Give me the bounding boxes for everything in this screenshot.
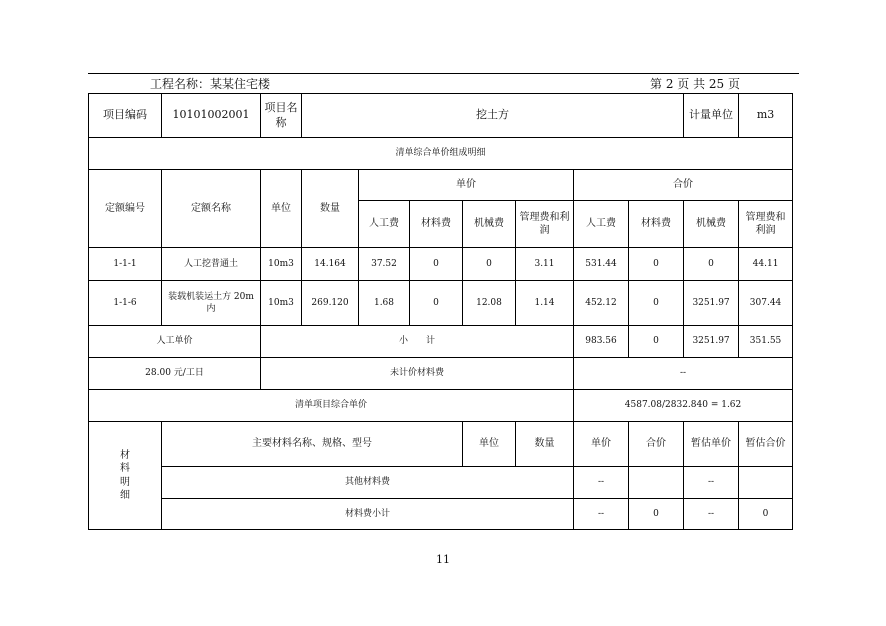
other-material-label: 其他材料费: [162, 467, 574, 499]
material-subtotal-row: [89, 499, 793, 530]
material-subtotal-est-total: 0: [739, 499, 793, 530]
subtotal-machine: 3251.97: [684, 326, 739, 358]
row-name: 装载机装运土方 20m 内: [162, 281, 261, 326]
project-name: 工程名称：某某住宅楼: [150, 77, 271, 91]
other-material-total: [629, 467, 684, 499]
row-t-labor: 452.12: [574, 281, 629, 326]
material-name-header: 主要材料名称、规格、型号: [162, 422, 463, 467]
row-code: 1-1-6: [89, 281, 162, 326]
material-est-total-header: 暂估合价: [739, 422, 793, 467]
unpriced-material-label: 未计价材料费: [261, 358, 574, 390]
row-u-machine: 0: [463, 248, 516, 281]
material-total-header: 合价: [629, 422, 684, 467]
row-t-material: 0: [629, 248, 684, 281]
material-subtotal-price: --: [574, 499, 629, 530]
col-u-material: 材料费: [410, 201, 463, 248]
material-subtotal-label: 材料费小计: [162, 499, 574, 530]
row-u-material: 0: [410, 248, 463, 281]
row-qty: 14.164: [302, 248, 359, 281]
col-total-price: 合价: [574, 170, 793, 201]
col-quantity: 数量: [302, 170, 359, 248]
col-t-labor: 人工费: [574, 201, 629, 248]
col-u-labor: 人工费: [359, 201, 410, 248]
other-material-price: --: [574, 467, 629, 499]
material-side-label: 材料明细: [89, 422, 162, 530]
row-t-machine: 3251.97: [684, 281, 739, 326]
row-u-mgmt: 1.14: [516, 281, 574, 326]
col-t-material: 材料费: [629, 201, 684, 248]
material-est-price-header: 暂估单价: [684, 422, 739, 467]
row-t-mgmt: 307.44: [739, 281, 793, 326]
table-row: [89, 281, 793, 326]
row-u-material: 0: [410, 281, 463, 326]
composite-row: [89, 390, 793, 422]
col-unit-price: 单价: [359, 170, 574, 201]
row-t-labor: 531.44: [574, 248, 629, 281]
unit-price-analysis-table: [88, 93, 793, 530]
col-u-machine: 机械费: [463, 201, 516, 248]
section-title-row: [89, 138, 793, 170]
group-header-row: [89, 170, 793, 201]
row-t-mgmt: 44.11: [739, 248, 793, 281]
subtotal-labor: 983.56: [574, 326, 629, 358]
row-unit: 10m3: [261, 281, 302, 326]
row-u-mgmt: 3.11: [516, 248, 574, 281]
section-title: 清单综合单价组成明细: [89, 138, 793, 170]
composite-label: 清单项目综合单价: [89, 390, 574, 422]
item-code-label: 项目编码: [89, 94, 162, 138]
material-qty-header: 数量: [516, 422, 574, 467]
item-name-label: 项目名称: [261, 94, 302, 138]
other-material-est-total: [739, 467, 793, 499]
subtotal-label: 小 计: [261, 326, 574, 358]
row-name: 人工挖普通土: [162, 248, 261, 281]
material-subtotal-total: 0: [629, 499, 684, 530]
other-material-row: [89, 467, 793, 499]
row-t-machine: 0: [684, 248, 739, 281]
row-qty: 269.120: [302, 281, 359, 326]
row-t-material: 0: [629, 281, 684, 326]
col-quota-code: 定额编号: [89, 170, 162, 248]
labor-rate: 28.00 元/工日: [89, 358, 261, 390]
table-row: [89, 248, 793, 281]
col-t-machine: 机械费: [684, 201, 739, 248]
col-u-mgmt: 管理费和利润: [516, 201, 574, 248]
subtotal-row: [89, 326, 793, 358]
item-code: 10101002001: [162, 94, 261, 138]
row-u-machine: 12.08: [463, 281, 516, 326]
item-row: [89, 94, 793, 138]
row-u-labor: 37.52: [359, 248, 410, 281]
header-rule: [88, 73, 799, 74]
material-subtotal-est-price: --: [684, 499, 739, 530]
item-unit-label: 计量单位: [684, 94, 739, 138]
row-u-labor: 1.68: [359, 281, 410, 326]
page-info: 第 2 页 共 25 页: [650, 77, 740, 91]
material-unit-header: 单位: [463, 422, 516, 467]
material-price-header: 单价: [574, 422, 629, 467]
col-unit: 单位: [261, 170, 302, 248]
unpriced-row: [89, 358, 793, 390]
col-quota-name: 定额名称: [162, 170, 261, 248]
col-t-mgmt: 管理费和利润: [739, 201, 793, 248]
subtotal-material: 0: [629, 326, 684, 358]
row-code: 1-1-1: [89, 248, 162, 281]
composite-value: 4587.08/2832.840 = 1.62: [574, 390, 793, 422]
page-number: 11: [436, 553, 450, 566]
item-name: 挖土方: [302, 94, 684, 138]
subtotal-mgmt: 351.55: [739, 326, 793, 358]
unpriced-material-value: --: [574, 358, 793, 390]
labor-unit-price-label: 人工单价: [89, 326, 261, 358]
row-unit: 10m3: [261, 248, 302, 281]
other-material-est-price: --: [684, 467, 739, 499]
item-unit: m3: [739, 94, 793, 138]
material-header-row: [89, 422, 793, 467]
